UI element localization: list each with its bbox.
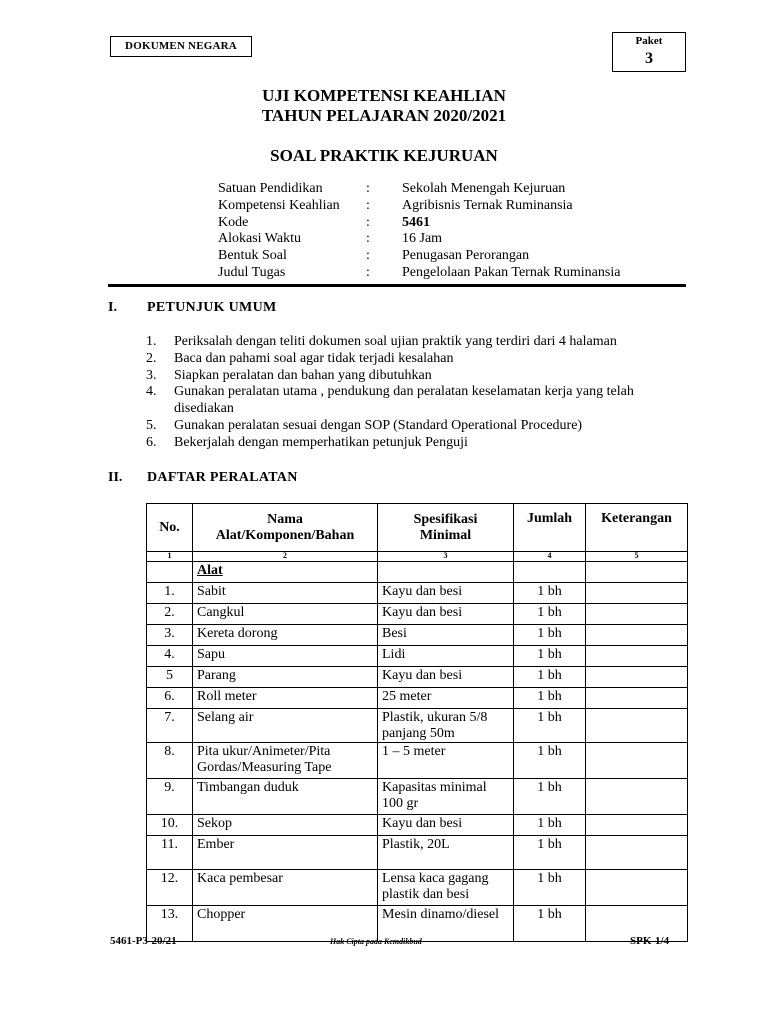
table-cell	[147, 562, 193, 583]
section-title: PETUNJUK UMUM	[147, 300, 277, 315]
list-item-number: 6.	[146, 434, 157, 450]
list-item	[146, 351, 686, 368]
cell-notes	[586, 743, 688, 779]
cell-name: Cangkul	[193, 604, 378, 625]
cell-spec: Mesin dinamo/diesel	[378, 906, 514, 942]
column-index: 1	[147, 552, 193, 562]
info-key: Kode	[218, 214, 249, 230]
table-row	[147, 625, 688, 646]
exam-title: UJI KOMPETENSI KEAHLIAN	[262, 86, 506, 105]
cell-no: 12.	[147, 870, 193, 906]
cell-quantity: 1 bh	[514, 709, 586, 743]
cell-name: Sapu	[193, 646, 378, 667]
cell-notes	[586, 870, 688, 906]
cell-no: 10.	[147, 815, 193, 836]
table-subheading-row	[147, 562, 688, 583]
list-item-number: 4.	[146, 384, 157, 400]
cell-quantity: 1 bh	[514, 815, 586, 836]
list-item	[146, 435, 686, 452]
table-row	[147, 604, 688, 625]
table-row	[147, 836, 688, 870]
table-row	[147, 870, 688, 906]
column-header-notes: Keterangan	[586, 504, 688, 552]
info-separator: :	[366, 264, 370, 280]
info-value: Pengelolaan Pakan Ternak Ruminansia	[402, 264, 621, 280]
paket-number: 3	[645, 50, 653, 67]
footer-page-number: SPK-1/4	[630, 935, 670, 947]
table-row	[147, 815, 688, 836]
cell-notes	[586, 815, 688, 836]
list-item-number: 2.	[146, 350, 157, 366]
cell-no: 3.	[147, 625, 193, 646]
cell-quantity: 1 bh	[514, 583, 586, 604]
info-separator: :	[366, 197, 370, 213]
table-cell	[514, 562, 586, 583]
table-row	[147, 709, 688, 743]
cell-no: 1.	[147, 583, 193, 604]
column-header-spec-line1: Spesifikasi	[413, 511, 478, 527]
info-separator: :	[366, 231, 370, 247]
cell-notes	[586, 779, 688, 815]
column-header-name-line1: Nama	[267, 511, 303, 527]
info-separator: :	[366, 248, 370, 264]
table-row	[147, 688, 688, 709]
table-row	[147, 583, 688, 604]
list-item-number: 1.	[146, 334, 157, 349]
list-item-text: Baca dan pahami soal agar tidak terjadi kesalahan	[174, 350, 454, 366]
info-value: Agribisnis Ternak Ruminansia	[402, 197, 573, 213]
info-value: Penugasan Perorangan	[402, 248, 530, 264]
info-value: Sekolah Menengah Kejuruan	[402, 181, 566, 196]
column-header-spec-line2: Minimal	[419, 527, 472, 543]
info-separator: :	[366, 181, 370, 196]
cell-spec: Besi	[378, 625, 514, 646]
cell-notes	[586, 709, 688, 743]
info-separator: :	[366, 214, 370, 230]
info-key: Bentuk Soal	[218, 248, 287, 264]
cell-no: 4.	[147, 646, 193, 667]
info-value: 16 Jam	[402, 231, 443, 247]
table-row	[147, 646, 688, 667]
cell-spec: Kayu dan besi	[378, 667, 514, 688]
list-item	[146, 384, 686, 418]
list-item-text: Periksalah dengan teliti dokumen soal ujian praktik yang terdiri dari 4 halaman	[174, 334, 617, 349]
info-key: Satuan Pendidikan	[218, 181, 323, 196]
column-index: 2	[193, 552, 378, 562]
cell-no: 5	[147, 667, 193, 688]
cell-no: 9.	[147, 779, 193, 815]
table-cell	[378, 562, 514, 583]
cell-spec: Kapasitas minimal 100 gr	[378, 779, 514, 815]
section-number: II.	[108, 470, 123, 485]
list-item-text: Bekerjalah dengan memperhatikan petunjuk Penguji	[174, 434, 468, 450]
list-item-text: Siapkan peralatan dan bahan yang dibutuhkan	[174, 367, 432, 383]
table-row	[147, 667, 688, 688]
equipment-table	[146, 503, 688, 942]
column-header-name-line2: Alat/Komponen/Bahan	[215, 527, 355, 543]
cell-spec: 1 – 5 meter	[378, 743, 514, 779]
cell-notes	[586, 836, 688, 870]
cell-notes	[586, 667, 688, 688]
paket-label: Paket	[635, 35, 663, 47]
section-number: I.	[108, 300, 117, 315]
cell-quantity: 1 bh	[514, 646, 586, 667]
column-index: 4	[514, 552, 586, 562]
cell-name: Roll meter	[193, 688, 378, 709]
cell-spec: Kayu dan besi	[378, 815, 514, 836]
cell-name: Kaca pembesar	[193, 870, 378, 906]
cell-spec: 25 meter	[378, 688, 514, 709]
table-cell	[586, 562, 688, 583]
cell-notes	[586, 625, 688, 646]
cell-notes	[586, 646, 688, 667]
column-index: 5	[586, 552, 688, 562]
list-item-text: Gunakan peralatan utama , pendukung dan peralatan keselamatan kerja yang telah disediakan	[174, 384, 634, 417]
info-key: Judul Tugas	[218, 264, 286, 280]
cell-name: Selang air	[193, 709, 378, 743]
table-header-row	[147, 504, 688, 552]
cell-no: 13.	[147, 906, 193, 942]
cell-quantity: 1 bh	[514, 779, 586, 815]
cell-quantity: 1 bh	[514, 870, 586, 906]
table-row	[147, 779, 688, 815]
document-classification-label: DOKUMEN NEGARA	[110, 36, 252, 57]
cell-quantity: 1 bh	[514, 604, 586, 625]
cell-name: Ember	[193, 836, 378, 870]
cell-no: 2.	[147, 604, 193, 625]
cell-name: Timbangan duduk	[193, 779, 378, 815]
cell-name: Sabit	[193, 583, 378, 604]
cell-spec: Kayu dan besi	[378, 604, 514, 625]
section-title: DAFTAR PERALATAN	[147, 470, 298, 485]
cell-name: Kereta dorong	[193, 625, 378, 646]
cell-spec: Lensa kaca gagang plastik dan besi	[378, 870, 514, 906]
column-header-no: No.	[147, 504, 193, 552]
list-item	[146, 368, 686, 385]
list-item-text: Gunakan peralatan sesuai dengan SOP (Standard Operational Procedure)	[174, 417, 583, 433]
cell-quantity: 1 bh	[514, 906, 586, 942]
cell-quantity: 1 bh	[514, 743, 586, 779]
cell-quantity: 1 bh	[514, 667, 586, 688]
cell-quantity: 1 bh	[514, 688, 586, 709]
info-key: Kompetensi Keahlian	[218, 197, 340, 213]
table-subheading: Alat	[193, 562, 378, 583]
academic-year-title: TAHUN PELAJARAN 2020/2021	[261, 106, 507, 125]
column-header-name	[193, 504, 378, 552]
practical-exam-title: SOAL PRAKTIK KEJURUAN	[270, 146, 498, 165]
footer-document-code: 5461-P3-20/21	[110, 935, 177, 947]
cell-no: 8.	[147, 743, 193, 779]
cell-quantity: 1 bh	[514, 836, 586, 870]
cell-spec: Plastik, ukuran 5/8 panjang 50m	[378, 709, 514, 743]
cell-spec: Lidi	[378, 646, 514, 667]
cell-name: Sekop	[193, 815, 378, 836]
cell-spec: Kayu dan besi	[378, 583, 514, 604]
cell-notes	[586, 604, 688, 625]
instruction-list	[146, 334, 686, 452]
column-header-quantity: Jumlah	[514, 504, 586, 552]
list-item	[146, 418, 686, 435]
cell-name: Pita ukur/Animeter/Pita Gordas/Measuring Tape	[193, 743, 378, 779]
cell-no: 7.	[147, 709, 193, 743]
column-index-row	[147, 552, 688, 562]
cell-spec: Plastik, 20L	[378, 836, 514, 870]
list-item	[146, 334, 686, 351]
cell-no: 6.	[147, 688, 193, 709]
column-index: 3	[378, 552, 514, 562]
header-divider	[108, 284, 686, 287]
cell-name: Parang	[193, 667, 378, 688]
info-key: Alokasi Waktu	[218, 231, 301, 247]
cell-name: Chopper	[193, 906, 378, 942]
cell-quantity: 1 bh	[514, 625, 586, 646]
info-value: 5461	[402, 214, 430, 230]
paket-box	[612, 32, 686, 72]
footer-copyright: Hak Cipta pada Kemdikbud	[330, 937, 422, 946]
cell-no: 11.	[147, 836, 193, 870]
cell-notes	[586, 688, 688, 709]
column-header-spec	[378, 504, 514, 552]
cell-notes	[586, 583, 688, 604]
list-item-number: 3.	[146, 367, 157, 383]
list-item-number: 5.	[146, 417, 157, 433]
table-row	[147, 743, 688, 779]
